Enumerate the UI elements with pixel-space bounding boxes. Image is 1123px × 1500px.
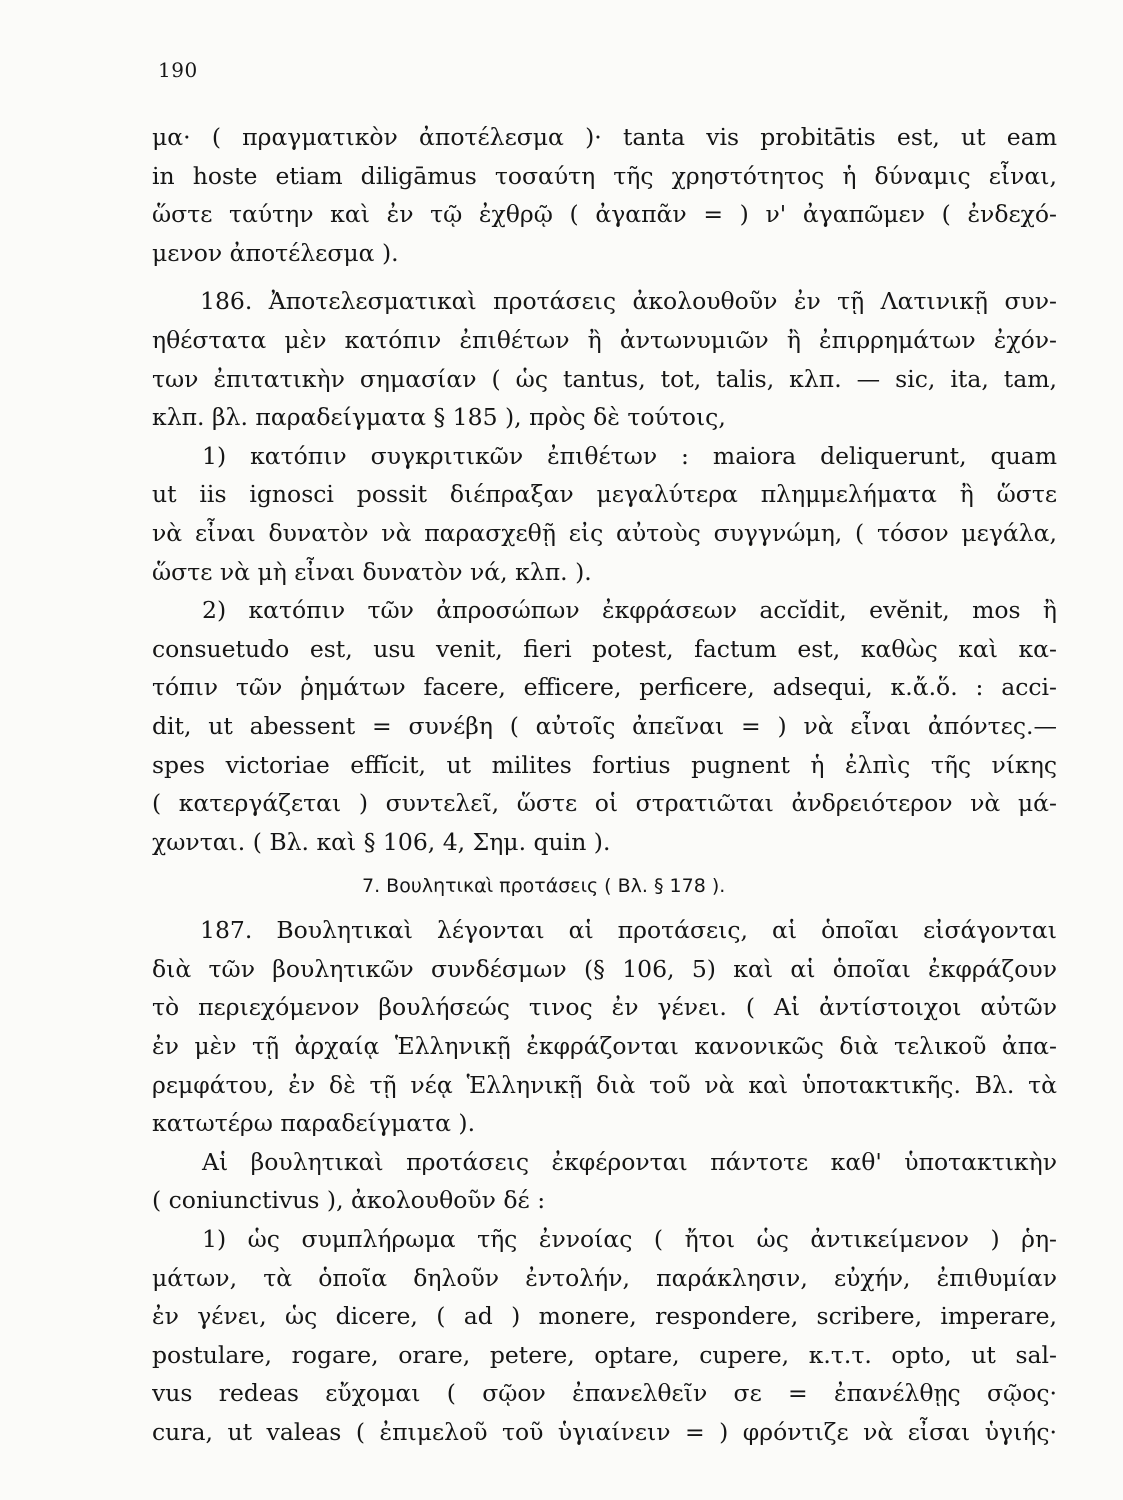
text-line: νὰ εἶναι δυνατὸν νὰ παρασχεθῇ εἰς αὐτοὺς συγγνώμη, ( τόσον μεγάλα, [152,518,1057,547]
text-line: consuetudo est, usu venit, fieri potest, factum est, καθὼς καὶ κα- [152,634,1057,663]
paragraph-gap [152,272,1057,282]
text-line: spes victoriae effĭcit, ut milites fortius pugnent ἡ ἐλπὶς τῆς νίκης [152,750,1057,779]
text-line: των ἐπιτατικὴν σημασίαν ( ὡς tantus, tot, talis, κλπ. — sic, ita, tam, [152,364,1057,393]
text-line: 2) κατόπιν τῶν ἀπροσώπων ἐκφράσεων accĭdit, evĕnit, mos ἢ [202,596,1057,625]
section-186-first-line: 186. Ἀποτελεσματικαὶ προτάσεις ἀκολουθοῦν ἐν τῇ Λατινικῇ συν- [200,287,1057,316]
text-line: vus redeas εὔχομαι ( σῷον ἐπανελθεῖν σε = ἐπανέλθῃς σῷος· [152,1379,1057,1408]
text-line: τὸ περιεχόμενον βουλήσεώς τινος ἐν γένει. ( Αἱ ἀντίστοιχοι αὐτῶν [152,993,1057,1022]
text-line: κατωτέρω παραδείγματα ). [152,1109,476,1138]
text-line: ut iis ignosci possit διέπραξαν μεγαλύτερα πλημμελήματα ἢ ὥστε [152,480,1057,509]
text-line: postulare, rogare, orare, petere, optare, cupere, κ.τ.τ. opto, ut sal- [152,1340,1057,1369]
text-line: μενον ἀποτέλεσμα ). [152,238,399,267]
section-187-first-line: 187. Βουλητικαὶ λέγονται αἱ προτάσεις, αἱ ὁποῖαι εἰσάγονται [200,916,1057,945]
text-line: in hoste etiam diligāmus τοσαύτη τῆς χρηστότητος ἡ δύναμις εἶναι, [152,161,1057,190]
text-line: τόπιν τῶν ῥημάτων facere, efficere, perficere, adsequi, κ.ἄ.ὅ. : acci- [152,673,1057,702]
text-line: ἐν γένει, ὡς dicere, ( ad ) monere, respondere, scribere, imperare, [152,1302,1057,1331]
text-line: 1) ὡς συμπλήρωμα τῆς ἐννοίας ( ἤτοι ὡς ἀντικείμενον ) ῥη- [202,1225,1057,1254]
text-line: dit, ut abessent = συνέβη ( αὐτοῖς ἀπεῖναι = ) νὰ εἶναι ἀπόντες.— [152,711,1057,740]
section-heading: 7. Βουλητικαὶ προτάσεις ( Βλ. § 178 ). [362,875,726,898]
text-line: ὥστε ταύτην καὶ ἐν τῷ ἐχθρῷ ( ἀγαπᾶν = ) ν' ἀγαπῶμεν ( ἐνδεχό- [152,200,1057,229]
text-line: μάτων, τὰ ὁποῖα δηλοῦν ἐντολήν, παράκλησιν, εὐχήν, ἐπιθυμίαν [152,1263,1057,1292]
page-number: 190 [158,58,198,82]
text-line: 1) κατόπιν συγκριτικῶν ἐπιθέτων : maiora deliquerunt, quam [202,441,1057,470]
text-line: ( coniunctivus ), ἀκολουθοῦν δέ : [152,1186,546,1215]
text-line: ἐν μὲν τῇ ἀρχαίᾳ Ἑλληνικῇ ἐκφράζονται κανονικῶς διὰ τελικοῦ ἀπα- [152,1032,1057,1061]
text-line: Αἱ βουλητικαὶ προτάσεις ἐκφέρονται πάντοτε καθ' ὑποτακτικὴν [202,1147,1057,1176]
body-text [152,118,1057,1452]
text-line: χωνται. ( Βλ. καὶ § 106, 4, Σημ. quin ). [152,827,611,856]
text-line: ὥστε νὰ μὴ εἶναι δυνατὸν νά, κλπ. ). [152,557,592,586]
text-line: ηθέστατα μὲν κατόπιν ἐπιθέτων ἢ ἀντωνυμιῶν ἢ ἐπιρρημάτων ἐχόν- [152,325,1057,354]
text-line: κλπ. βλ. παραδείγματα § 185 ), πρὸς δὲ τούτοις, [152,403,726,432]
text-line: μα· ( πραγματικὸν ἀποτέλεσμα )· tanta vis probitātis est, ut eam [152,123,1057,151]
text-line: cura, ut valeas ( ἐπιμελοῦ τοῦ ὑγιαίνειν = ) φρόντιζε νὰ εἶσαι ὑγιής· [152,1418,1057,1446]
text-line: ( κατεργάζεται ) συντελεῖ, ὥστε οἱ στρατιῶται ἀνδρειότερον νὰ μά- [152,789,1057,818]
text-line: ρεμφάτου, ἐν δὲ τῇ νέᾳ Ἑλληνικῇ διὰ τοῦ νὰ καὶ ὑποτακτικῆς. Βλ. τὰ [152,1070,1057,1099]
text-line: διὰ τῶν βουλητικῶν συνδέσμων (§ 106, 5) καὶ αἱ ὁποῖαι ἐκφράζουν [152,954,1057,983]
